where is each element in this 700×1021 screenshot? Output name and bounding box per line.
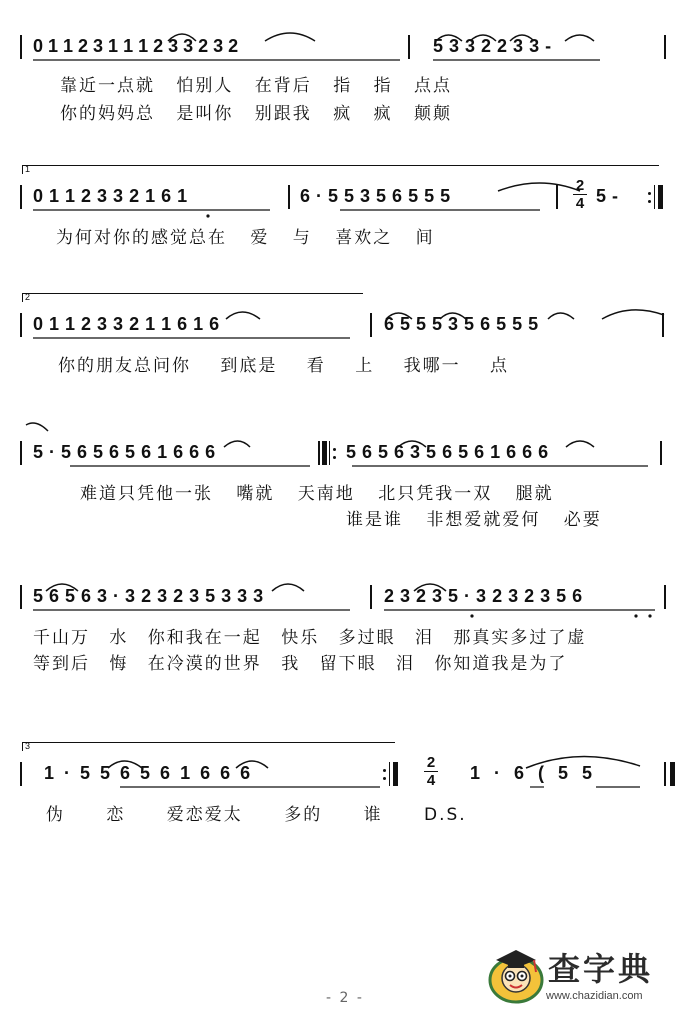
lyric-line-1: 你的朋友总问你 到底是 看 上 我哪一 点 (58, 356, 510, 376)
notes-measure-1: 0 1 1 2 3 3 2 1 1 6 1 6 (33, 314, 220, 334)
lyric-line-1: 为何对你的感觉总在 爱 与 喜欢之 间 (56, 228, 435, 248)
volta-number: 3 (25, 741, 31, 751)
tie-slurs (0, 183, 700, 223)
volta-number: 2 (25, 292, 31, 302)
site-watermark-logo[interactable] (488, 938, 688, 1008)
barline (20, 441, 22, 465)
barline (329, 441, 330, 465)
lyric-line-1: 千山万 水 你和我在一起 快乐 多过眼 泪 那真实多过了虚 (33, 628, 587, 648)
scholar-mascot-icon (488, 940, 544, 1004)
notes-measure-2: 6 · 5 5 3 5 6 5 5 5 (300, 186, 451, 206)
tie-slurs (0, 760, 700, 800)
notes-measure-3: 5 - (596, 186, 619, 206)
notes-measure-1: 5 6 5 6 3 · 3 2 3 2 3 5 3 3 3 (33, 586, 264, 606)
time-signature: 2 4 (424, 754, 438, 789)
notes-measure-1: 0 1 1 2 3 1 1 1 2 3 3 2 3 2 (33, 36, 239, 56)
barline (318, 441, 320, 465)
notes-measure-2: 5 3 3 2 2 3 3 - (433, 36, 552, 56)
page-number: - 2 - (326, 990, 364, 1006)
volta-bracket-3 (22, 742, 395, 751)
notes-measure-2: 1 · 6 ( 5 5 (470, 763, 593, 783)
lyric-line-1: 靠近一点就 怕别人 在背后 指 指 点点 (60, 76, 453, 96)
site-url[interactable]: www.chazidian.com (546, 990, 643, 1002)
notes-measure-2: 5 6 5 6 3 5 6 5 6 1 6 6 6 (346, 442, 549, 462)
lyric-line-1: 伪 恋 爱恋爱太 多的 谁 D.S. (46, 805, 467, 825)
notes-measure-1: 5 · 5 6 5 6 5 6 1 6 6 6 (33, 442, 216, 462)
lyric-line-2: 你的妈妈总 是叫你 别跟我 疯 疯 颠颠 (60, 104, 453, 124)
repeat-dots (333, 441, 339, 465)
staff-row-6 (0, 741, 700, 840)
lyric-line-1: 难道只凭他一张 嘴就 天南地 北只凭我一双 腿就 (80, 484, 554, 504)
repeat-start-barline (322, 441, 327, 465)
volta-bracket-1 (22, 165, 659, 174)
notes-measure-1: 0 1 1 2 3 3 2 1 6 1 (33, 186, 188, 206)
staff-row-1 (0, 33, 700, 133)
tie-slurs (0, 33, 700, 73)
lyric-line-2: 谁是谁 非想爱就爱何 必要 (346, 510, 602, 530)
tie-slurs (0, 583, 700, 623)
tie-slurs (0, 311, 700, 351)
site-title: 查字典 (548, 950, 654, 988)
staff-row-5 (0, 583, 700, 683)
staff-row-2 (0, 164, 700, 263)
notes-measure-1: 1 · 5 5 6 5 6 1 6 6 6 (44, 763, 251, 783)
volta-number: 1 (25, 164, 31, 174)
notes-measure-2: 6 5 5 5 3 5 6 5 5 5 (384, 314, 539, 334)
lyric-line-2: 等到后 悔 在冷漠的世界 我 留下眼 泪 你知道我是为了 (33, 654, 568, 674)
time-signature: 2 4 (573, 177, 587, 212)
barline (660, 441, 662, 465)
staff-row-3 (0, 292, 700, 391)
notes-measure-2: 2 3 2 3 5 · 3 2 3 2 3 5 6 (384, 586, 583, 606)
staff-row-4 (0, 439, 700, 539)
volta-bracket-2 (22, 293, 363, 302)
